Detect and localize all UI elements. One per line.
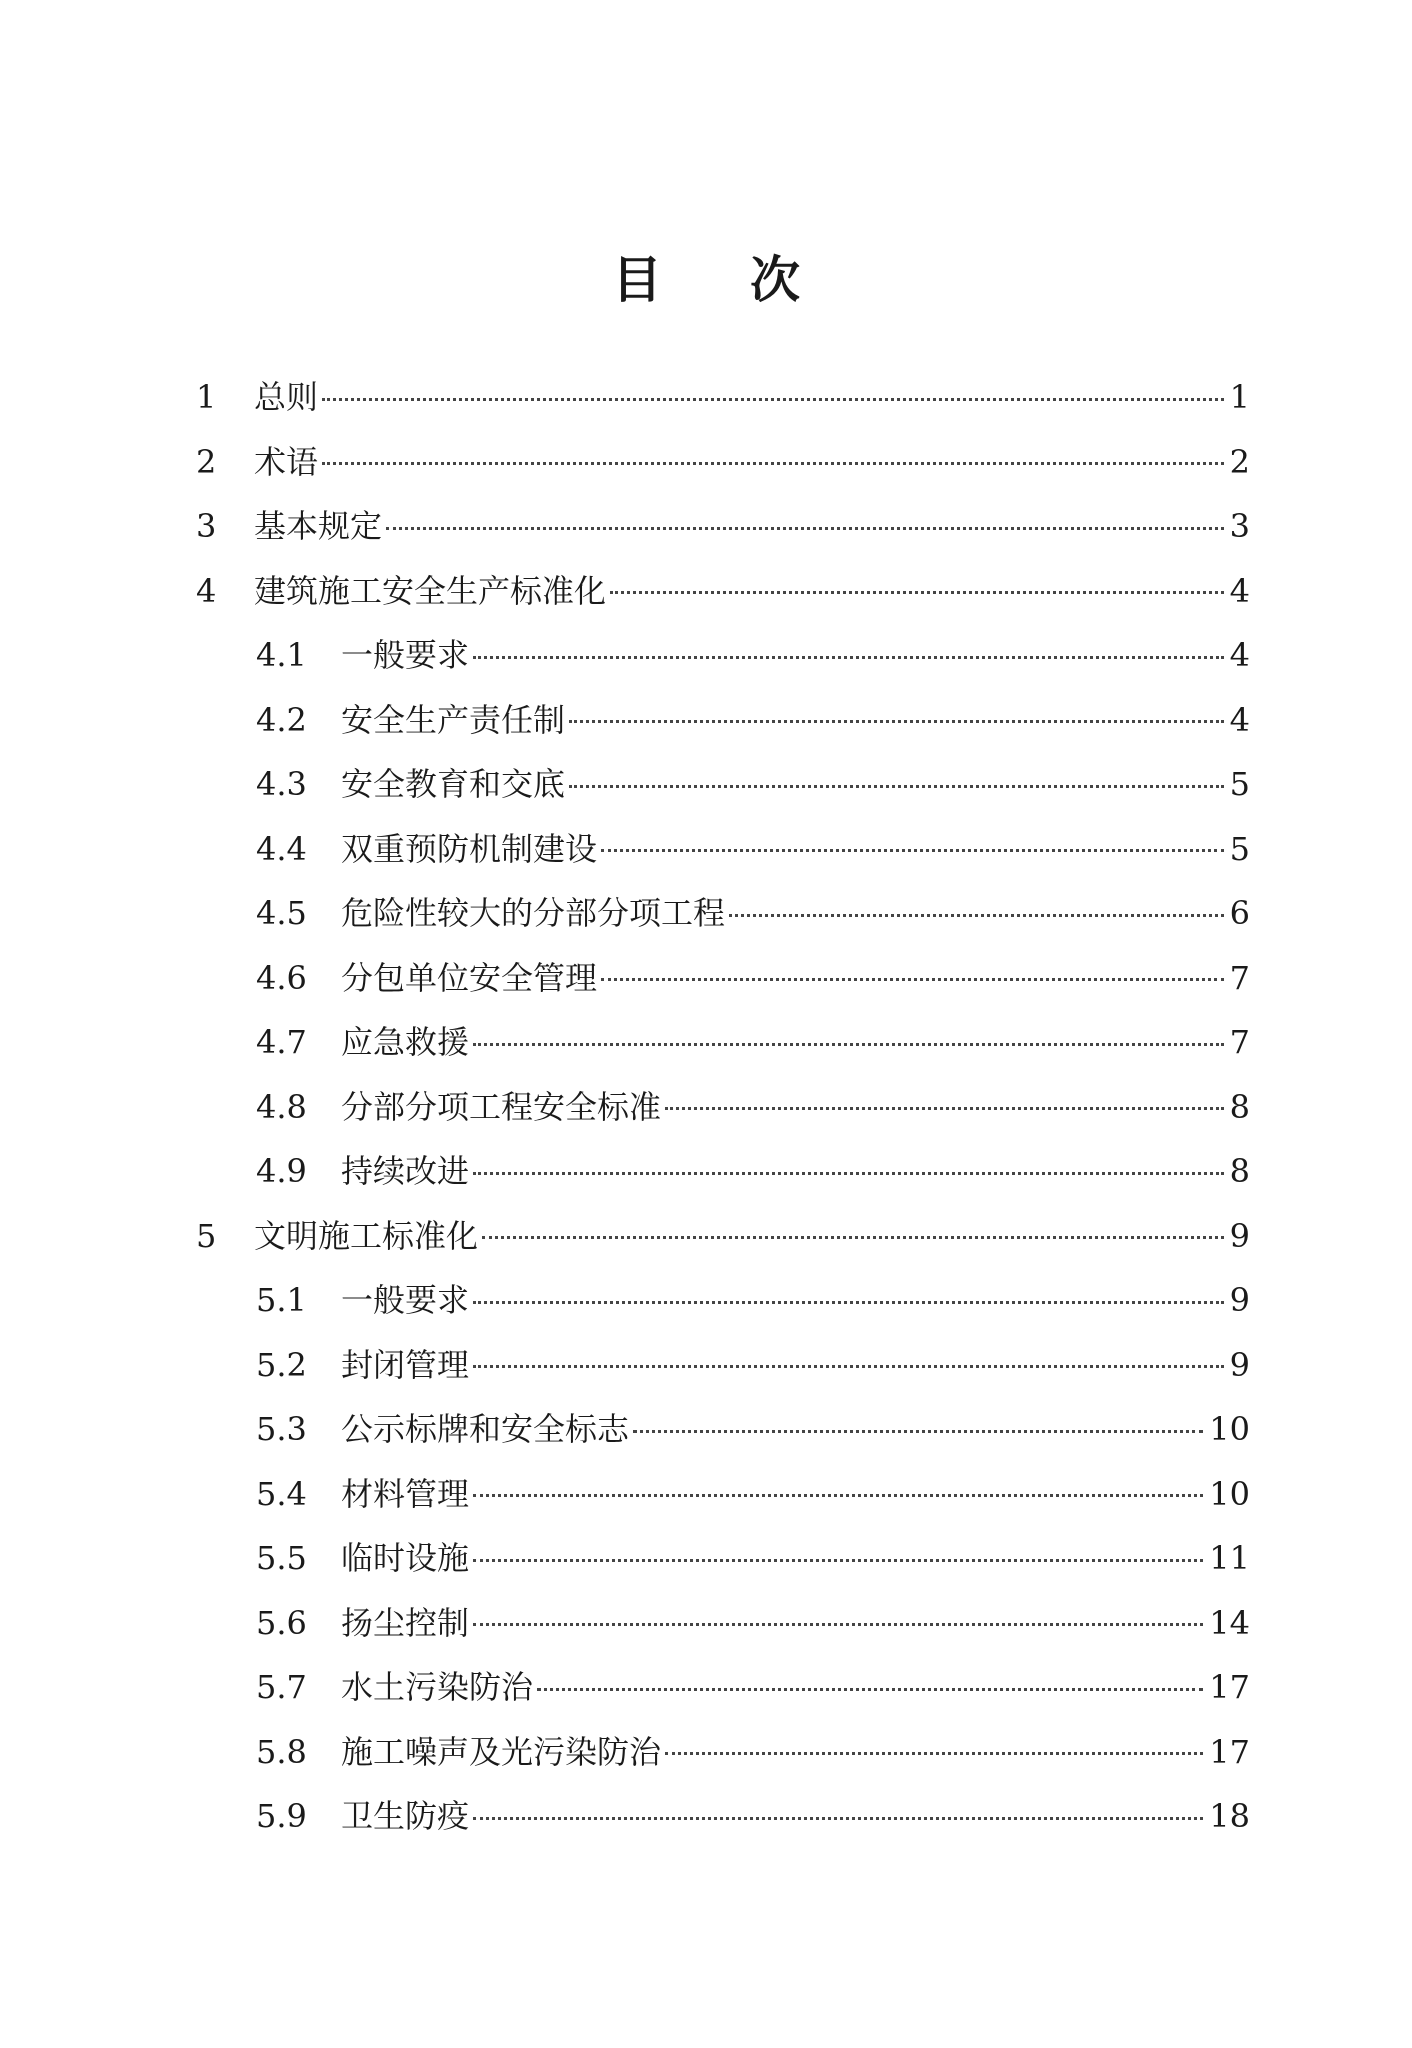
toc-entry-label: 危险性较大的分部分项工程 [341,894,726,933]
toc-entry-number: 4.6 [256,958,307,997]
toc-entry[interactable] [196,752,1250,817]
toc-entry-label: 安全生产责任制 [341,700,566,739]
toc-entry[interactable] [196,881,1250,946]
toc-entry-number: 4.1 [256,636,307,675]
toc-entry-page-number: 10 [1209,1410,1250,1449]
toc-entry-page-number: 10 [1209,1474,1250,1513]
toc-entry-number: 5.6 [256,1603,307,1642]
toc-entry-page-number: 6 [1229,894,1250,933]
page-title-part2: 次 [750,250,800,309]
toc-leader-dots [473,1623,1203,1626]
toc-entry-number: 5.7 [256,1668,307,1707]
toc-entry-label: 持续改进 [341,1152,470,1191]
toc-entry-label: 一般要求 [341,636,470,675]
toc-entry[interactable] [196,559,1250,624]
toc-leader-dots [610,591,1224,594]
toc-entry-number: 4 [196,571,217,610]
toc-entry[interactable] [196,1462,1250,1527]
toc-entry[interactable] [196,430,1250,495]
toc-entry[interactable] [196,365,1250,430]
toc-entry-number: 4.5 [256,894,307,933]
toc-entry-number: 5.3 [256,1410,307,1449]
toc-entry-label: 扬尘控制 [341,1603,470,1642]
toc-leader-dots [601,978,1224,981]
toc-leader-dots [473,1817,1203,1820]
toc-leader-dots [633,1430,1203,1433]
toc-entry-number: 5.9 [256,1797,307,1836]
toc-entry[interactable] [196,1204,1250,1269]
toc-entry-number: 5.4 [256,1474,307,1513]
toc-entry[interactable] [196,1397,1250,1462]
toc-entry-label: 分包单位安全管理 [341,958,598,997]
toc-leader-dots [322,398,1224,401]
toc-leader-dots [322,462,1224,465]
toc-entry-page-number: 4 [1229,571,1250,610]
toc-entry-page-number: 4 [1229,700,1250,739]
toc-leader-dots [729,914,1224,917]
toc-entry[interactable] [196,1655,1250,1720]
toc-entry-page-number: 17 [1209,1732,1250,1771]
toc-entry[interactable] [196,623,1250,688]
toc-leader-dots [473,1494,1203,1497]
toc-entry[interactable] [196,1784,1250,1849]
toc-leader-dots [473,1043,1224,1046]
toc-entry[interactable] [196,688,1250,753]
toc-leader-dots [665,1107,1224,1110]
toc-leader-dots [473,1301,1224,1304]
toc-entry-number: 4.4 [256,829,307,868]
toc-entry-label: 公示标牌和安全标志 [341,1410,630,1449]
toc-entry-page-number: 2 [1229,442,1250,481]
toc-entry-label: 临时设施 [341,1539,470,1578]
toc-entry-page-number: 18 [1209,1797,1250,1836]
toc-entry-page-number: 8 [1229,1087,1250,1126]
page-title [0,240,1412,312]
toc-entry-number: 5.1 [256,1281,307,1320]
toc-entry-page-number: 9 [1229,1216,1250,1255]
toc-entry-label: 安全教育和交底 [341,765,566,804]
toc-entry[interactable] [196,1010,1250,1075]
toc-entry-number: 3 [196,507,217,546]
toc-leader-dots [665,1752,1203,1755]
toc-entry-label: 水土污染防治 [341,1668,534,1707]
toc-entry-page-number: 1 [1229,378,1250,417]
toc-entry-label: 术语 [254,442,319,481]
toc-leader-dots [473,1365,1224,1368]
table-of-contents [196,365,1250,1849]
toc-entry-label: 卫生防疫 [341,1797,470,1836]
toc-entry-page-number: 7 [1229,1023,1250,1062]
toc-leader-dots [473,1559,1203,1562]
toc-entry-label: 封闭管理 [341,1345,470,1384]
page-title-part1: 目 [612,250,662,309]
toc-entry-page-number: 9 [1229,1345,1250,1384]
toc-entry-page-number: 5 [1229,829,1250,868]
toc-entry-number: 5.8 [256,1732,307,1771]
toc-entry[interactable] [196,946,1250,1011]
toc-leader-dots [569,720,1224,723]
toc-leader-dots [473,1172,1224,1175]
toc-entry-label: 双重预防机制建设 [341,829,598,868]
toc-leader-dots [473,656,1224,659]
toc-entry-page-number: 11 [1209,1539,1250,1578]
toc-entry-number: 4.7 [256,1023,307,1062]
toc-entry-label: 分部分项工程安全标准 [341,1087,662,1126]
toc-entry-label: 基本规定 [254,507,383,546]
toc-entry-label: 施工噪声及光污染防治 [341,1732,662,1771]
toc-entry-number: 4.8 [256,1087,307,1126]
toc-entry-number: 4.9 [256,1152,307,1191]
toc-leader-dots [386,527,1224,530]
toc-entry-page-number: 14 [1209,1603,1250,1642]
toc-entry-number: 1 [196,378,217,417]
toc-entry-label: 建筑施工安全生产标准化 [254,571,607,610]
toc-entry-label: 材料管理 [341,1474,470,1513]
toc-entry-number: 4.3 [256,765,307,804]
toc-entry[interactable] [196,494,1250,559]
toc-leader-dots [537,1688,1203,1691]
toc-entry[interactable] [196,1591,1250,1656]
toc-entry[interactable] [196,1720,1250,1785]
toc-entry-label: 一般要求 [341,1281,470,1320]
toc-entry-label: 文明施工标准化 [254,1216,479,1255]
toc-entry-page-number: 5 [1229,765,1250,804]
toc-leader-dots [482,1236,1224,1239]
toc-entry-number: 5 [196,1216,217,1255]
toc-entry[interactable] [196,1075,1250,1140]
toc-entry-page-number: 17 [1209,1668,1250,1707]
toc-entry-number: 2 [196,442,217,481]
toc-entry[interactable] [196,1139,1250,1204]
toc-entry-page-number: 7 [1229,958,1250,997]
toc-entry[interactable] [196,1268,1250,1333]
toc-leader-dots [569,785,1224,788]
toc-entry-number: 5.2 [256,1345,307,1384]
toc-entry-page-number: 4 [1229,636,1250,675]
toc-entry-label: 应急救援 [341,1023,470,1062]
toc-entry-page-number: 9 [1229,1281,1250,1320]
toc-entry-number: 4.2 [256,700,307,739]
toc-entry[interactable] [196,1526,1250,1591]
toc-entry-number: 5.5 [256,1539,307,1578]
toc-entry[interactable] [196,1333,1250,1398]
toc-entry-label: 总则 [254,378,319,417]
toc-entry-page-number: 3 [1229,507,1250,546]
toc-entry-page-number: 8 [1229,1152,1250,1191]
toc-entry[interactable] [196,817,1250,882]
toc-leader-dots [601,849,1224,852]
